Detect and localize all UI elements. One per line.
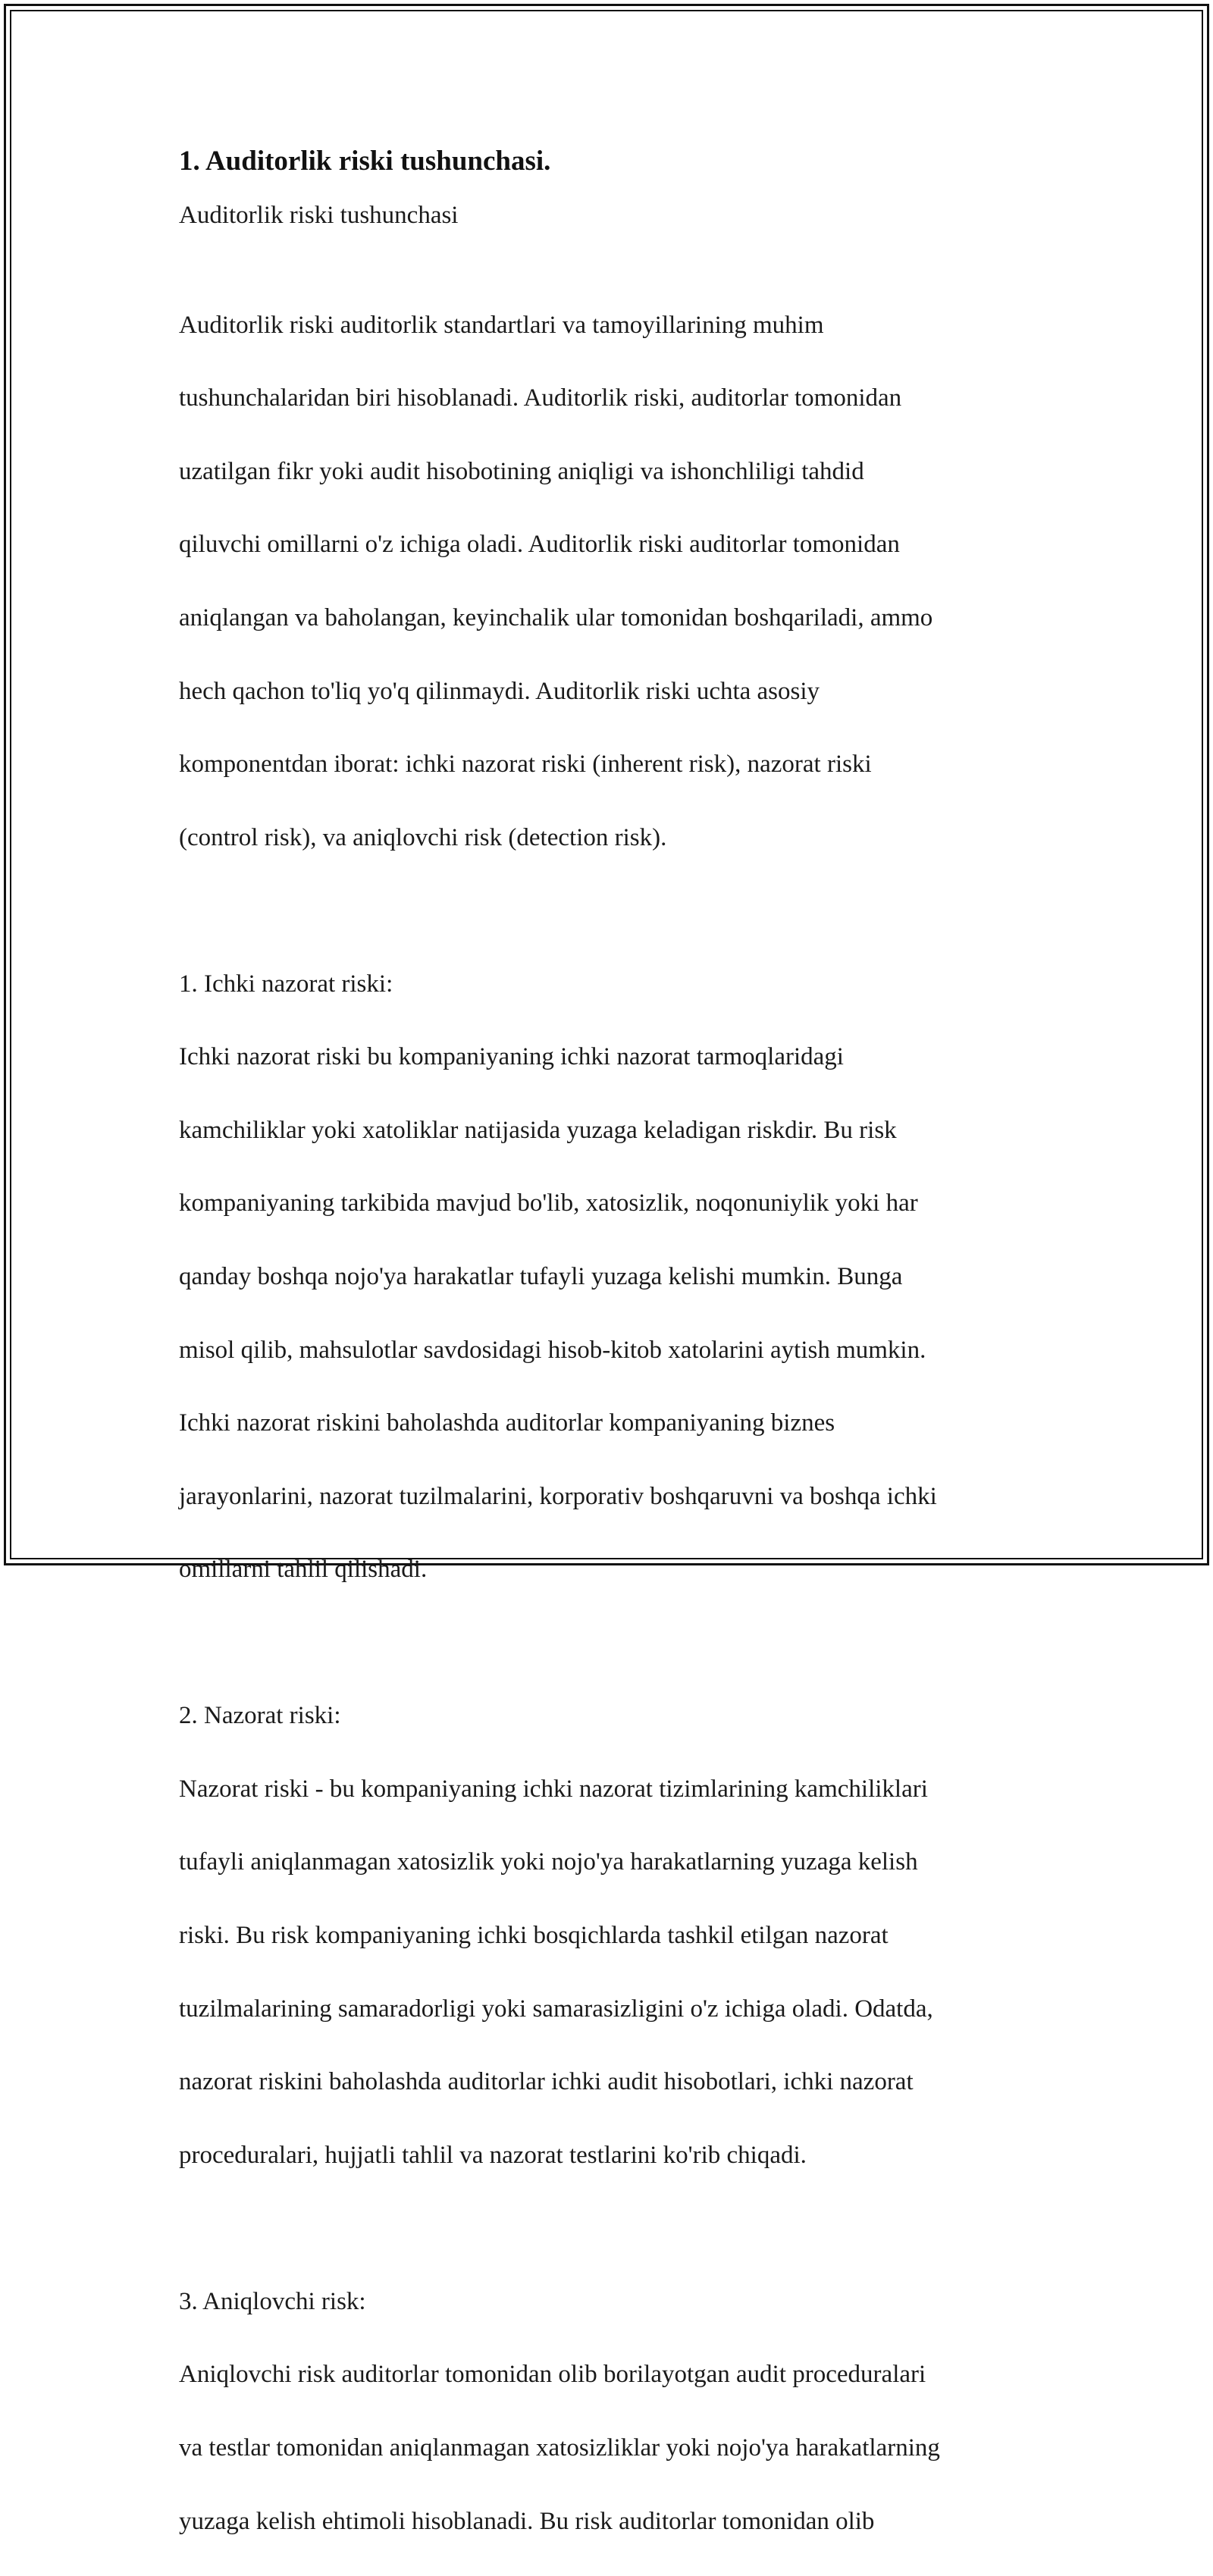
paragraph-line: tuzilmalarining samaradorligi yoki samarasizligini o'z ichiga oladi. Odatda, — [179, 1995, 933, 2023]
section-heading: 2. Nazorat riski: — [179, 1702, 341, 1730]
paragraph-line: qanday boshqa nojo'ya harakatlar tufayli yuzaga kelishi mumkin. Bunga — [179, 1263, 903, 1291]
paragraph-line: aniqlangan va baholangan, keyinchalik ular tomonidan boshqariladi, ammo — [179, 603, 933, 631]
paragraph-line: proceduralari, hujjatli tahlil va nazorat testlarini ko'rib chiqadi. — [179, 2141, 807, 2169]
paragraph-line: riski. Bu risk kompaniyaning ichki bosqichlarda tashkil etilgan nazorat — [179, 1922, 889, 1950]
section-control-risk — [179, 1661, 1036, 2210]
paragraph-line: Ichki nazorat riskini baholashda auditorlar kompaniyaning biznes — [179, 1409, 835, 1437]
paragraph-line: qiluvchi omillarni o'z ichiga oladi. Auditorlik riski auditorlar tomonidan — [179, 531, 900, 559]
paragraph-line: Aniqlovchi risk auditorlar tomonidan olib borilayotgan audit proceduralari — [179, 2361, 926, 2389]
section-inherent-risk — [179, 929, 1036, 1625]
paragraph-line: (control risk), va aniqlovchi risk (detection risk). — [179, 823, 667, 851]
section-heading: 1. Ichki nazorat riski: — [179, 970, 393, 998]
paragraph-line: misol qilib, mahsulotlar savdosidagi hisob-kitob xatolarini aytish mumkin. — [179, 1336, 926, 1364]
paragraph-line: hech qachon to'liq yo'q qilinmaydi. Auditorlik riski uchta asosiy — [179, 677, 820, 705]
paragraph-line: omillarni tahlil qilishadi. — [179, 1556, 428, 1584]
paragraph-line: tufayli aniqlanmagan xatosizlik yoki nojo'ya harakatlarning yuzaga kelish — [179, 1848, 918, 1876]
paragraph-line: kamchiliklar yoki xatoliklar natijasida yuzaga keladigan riskdir. Bu risk — [179, 1116, 897, 1144]
paragraph-line: tushunchalaridan biri hisoblanadi. Auditorlik riski, auditorlar tomonidan — [179, 384, 902, 412]
paragraph-line: kompaniyaning tarkibida mavjud bo'lib, xatosizlik, noqonuniylik yoki har — [179, 1189, 918, 1217]
paragraph-line: Nazorat riski - bu kompaniyaning ichki nazorat tizimlarining kamchiliklari — [179, 1775, 928, 1803]
paragraph-line: uzatilgan fikr yoki audit hisobotining aniqligi va ishonchliligi tahdid — [179, 457, 864, 485]
paragraph-line: Auditorlik riski auditorlik standartlari va tamoyillarining muhim — [179, 311, 824, 339]
section-heading: 3. Aniqlovchi risk: — [179, 2287, 366, 2315]
document-body — [179, 143, 1036, 2576]
paragraph-line: yuzaga kelish ehtimoli hisoblanadi. Bu risk auditorlar tomonidan olib — [179, 2507, 875, 2535]
document-subtitle: Auditorlik riski tushunchasi — [179, 202, 459, 229]
paragraph-line: jarayonlarini, nazorat tuzilmalarini, korporativ boshqaruvni va boshqa ichki — [179, 1482, 937, 1510]
intro-paragraph — [179, 270, 1036, 892]
paragraph-line: va testlar tomonidan aniqlanmagan xatosizliklar yoki nojo'ya harakatlarning — [179, 2433, 940, 2462]
paragraph-line: komponentdan iborat: ichki nazorat riski (inherent risk), nazorat riski — [179, 751, 872, 779]
paragraph-line: nazorat riskini baholashda auditorlar ichki audit hisobotlari, ichki nazorat — [179, 2068, 914, 2096]
section-detection-risk — [179, 2246, 1036, 2576]
paragraph-line: Ichki nazorat riski bu kompaniyaning ichki nazorat tarmoqlaridagi — [179, 1043, 844, 1071]
document-title: 1. Auditorlik riski tushunchasi. — [179, 146, 551, 177]
